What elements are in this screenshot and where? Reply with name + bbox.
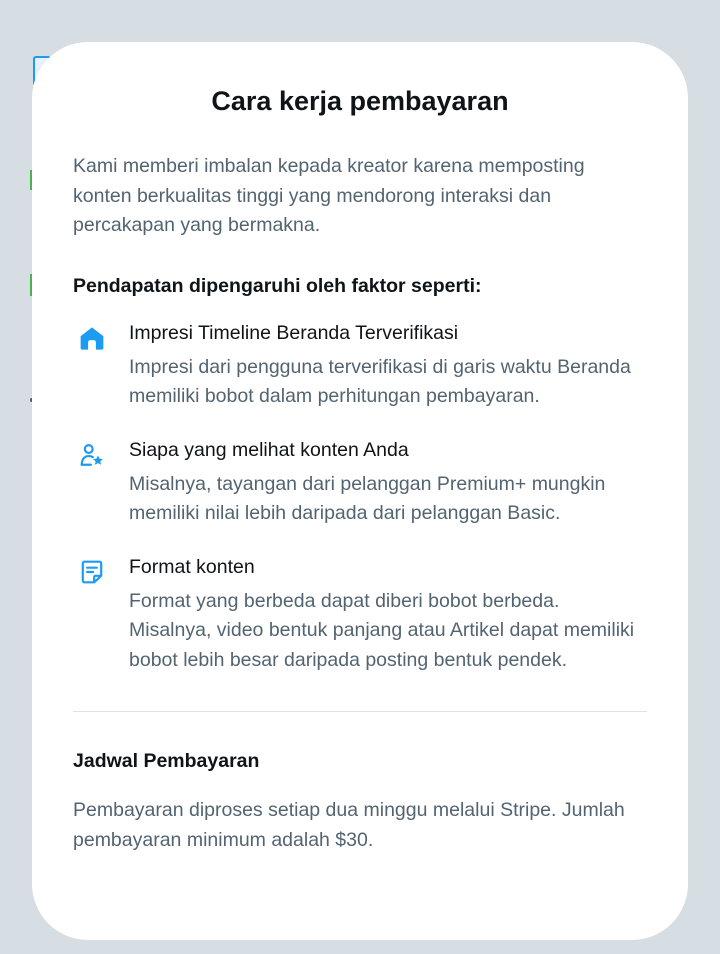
- schedule-text: Pembayaran diproses setiap dua minggu melalui Stripe. Jumlah pembayaran minimum adalah $30.: [73, 799, 625, 851]
- factor-title: Format konten: [129, 555, 255, 578]
- schedule-heading: Jadwal Pembayaran: [73, 750, 260, 772]
- factor-item-content-format: [73, 553, 647, 676]
- factor-title: Impresi Timeline Beranda Terverifikasi: [129, 321, 459, 344]
- payout-info-modal: [32, 42, 688, 940]
- home-icon: [73, 319, 129, 412]
- factor-description: Format yang berbeda dapat diberi bobot berbeda. Misalnya, video bentuk panjang atau Artikel dapat memiliki bobot lebih besar daripada posting bentuk pendek.: [129, 589, 635, 671]
- factor-item-home-impressions: [73, 319, 647, 412]
- person-star-icon: [73, 436, 129, 529]
- factor-description: Impresi dari pengguna terverifikasi di garis waktu Beranda memiliki bobot dalam perhitungan pembayaran.: [129, 355, 631, 407]
- factor-description: Misalnya, tayangan dari pelanggan Premium+ mungkin memiliki nilai lebih daripada dari pelanggan Basic.: [129, 472, 606, 524]
- modal-title: Cara kerja pembayaran: [211, 86, 509, 116]
- factor-title: Siapa yang melihat konten Anda: [129, 438, 409, 461]
- intro-text: Kami memberi imbalan kepada kreator karena memposting konten berkualitas tinggi yang mendorong interaksi dan percakapan yang bermakna.: [73, 155, 585, 236]
- section-divider: [73, 711, 647, 712]
- factor-item-audience: [73, 436, 647, 529]
- document-icon: [73, 553, 129, 676]
- factors-heading: Pendapatan dipengaruhi oleh faktor seperti:: [73, 274, 482, 297]
